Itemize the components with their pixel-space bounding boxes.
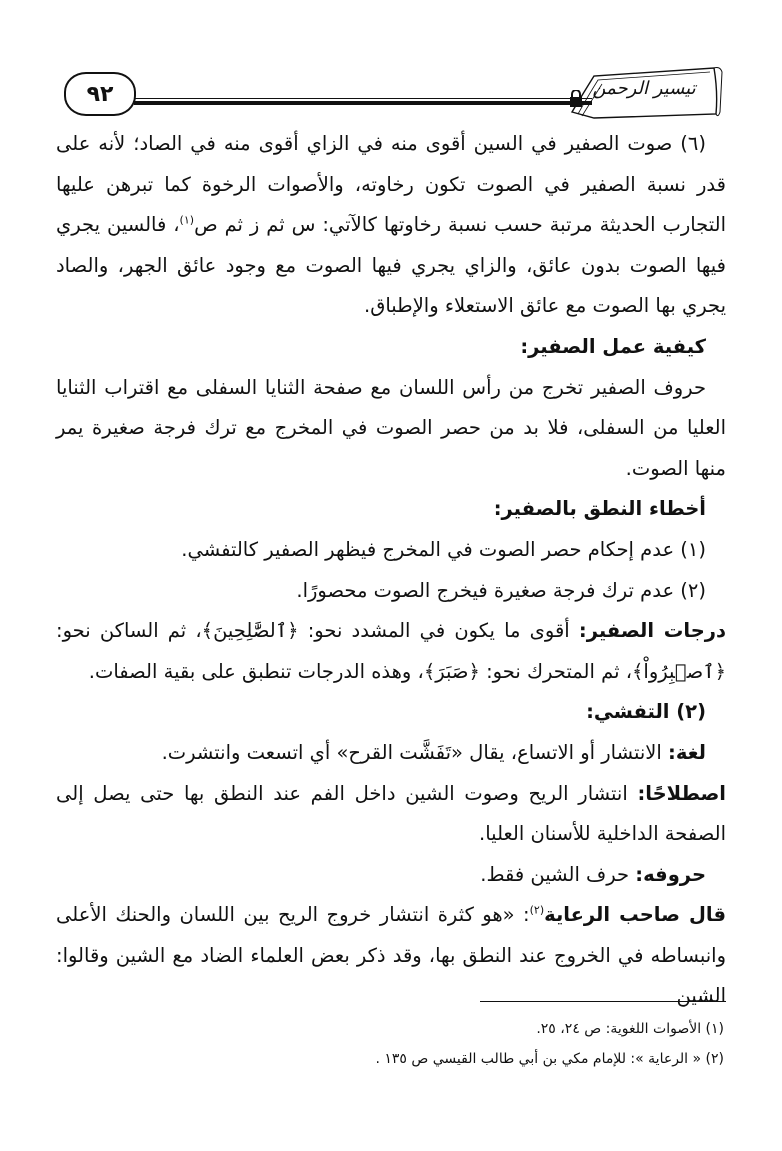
paragraph-riaya-quote (56, 895, 726, 1017)
main-text (56, 124, 726, 1017)
paragraph-how-sibilance-works: حروف الصفير تخرج من رأس اللسان مع صفحة الثنايا السفلى مع اقتراب الثنايا العليا من السفلى، فلا بد من حصر الصوت في المخرج مع ترك فرجة صغيرة يمر منها الصوت. (56, 375, 726, 480)
paragraph-text: انتشار الريح وصوت الشين داخل الفم عند النطق بها حتى يصل إلى الصفحة الداخلية للأسنان العليا. (56, 781, 726, 846)
footnote-separator (480, 1001, 726, 1002)
footnote-2: (٢) « الرعاية »: للإمام مكي بن أبي طالب القيسي ص ١٣٥ . (375, 1051, 724, 1067)
paragraph-text: : «هو كثرة انتشار خروج الريح بين اللسان والحنك الأعلى وانبساطه في الخروج عند النطق بها، وقد ذكر بعض العلماء الضاد مع الشين وقالوا: الشين (56, 903, 726, 1008)
label-lugha: لغة: (668, 740, 706, 764)
header-rule-thick (134, 102, 592, 105)
footnotes (56, 1014, 724, 1074)
page-header (64, 62, 724, 124)
paragraph-sibilance-strength (56, 124, 726, 327)
label-riaya: قال صاحب الرعاية (544, 903, 726, 927)
paragraph-text: الانتشار أو الاتساع، يقال «تَفَشَّت القرح» أي اتسعت وانتشرت. (161, 740, 669, 764)
page-number: ٩٢ (64, 72, 136, 116)
paragraph-text: أقوى ما يكون في المشدد نحو: ﴿ٱلصَّٰلِحِينَ﴾، ثم الساكن نحو: ﴿ٱصۡبِرُواْ﴾، ثم المتحرك نحو: ﴿صَبَرَ﴾، وهذه الدرجات تنطبق على بقية الصفات. (56, 619, 726, 683)
paragraph-text: ، فالسين يجري فيها الصوت بدون عائق، والزاي يجري فيها الصوت مع وجود عائق الجهر، والصاد يجري بها الصوت مع عائق الاستعلاء والإطباق. (56, 213, 726, 318)
paragraph-text: حرف الشين فقط. (480, 862, 636, 886)
footnote-ref-1[interactable]: (١) (179, 213, 195, 227)
list-item-error-2: (٢) عدم ترك فرجة صغيرة فيخرج الصوت محصورًا. (296, 578, 706, 602)
paragraph-text: (٦) صوت الصفير في السين أقوى منه في الزاي أقوى منه في الصاد؛ لأنه على قدر نسبة الصفير في الصوت تكون رخاوته، والأصوات الرخوة كما تبرهن عليها التجارب الحديثة مرتبة حسب نسبة رخاوتها كالآتي: س ثم ز ثم ص (56, 132, 727, 237)
heading-pronunciation-errors: أخطاء النطق بالصفير: (493, 497, 706, 521)
paragraph-letters (56, 855, 726, 896)
paragraph-istilah (56, 774, 726, 855)
book-title: تيسير الرحمن (592, 78, 696, 99)
footnote-ref-2[interactable]: (٢) (529, 903, 545, 917)
paragraph-degrees (56, 611, 726, 692)
label-degrees: درجات الصفير: (578, 619, 726, 643)
paragraph-lugha (56, 733, 726, 774)
heading-how-sibilance-works: كيفية عمل الصفير: (520, 334, 706, 358)
footnote-1: (١) الأصوات اللغوية: ص ٢٤، ٢٥. (536, 1021, 724, 1037)
list-item-error-1: (١) عدم إحكام حصر الصوت في المخرج فيظهر الصفير كالتفشي. (181, 537, 706, 561)
heading-tafashi: (٢) التفشي: (586, 700, 706, 724)
label-istilah: اصطلاحًا: (637, 781, 726, 805)
label-letters: حروفه: (635, 862, 706, 886)
